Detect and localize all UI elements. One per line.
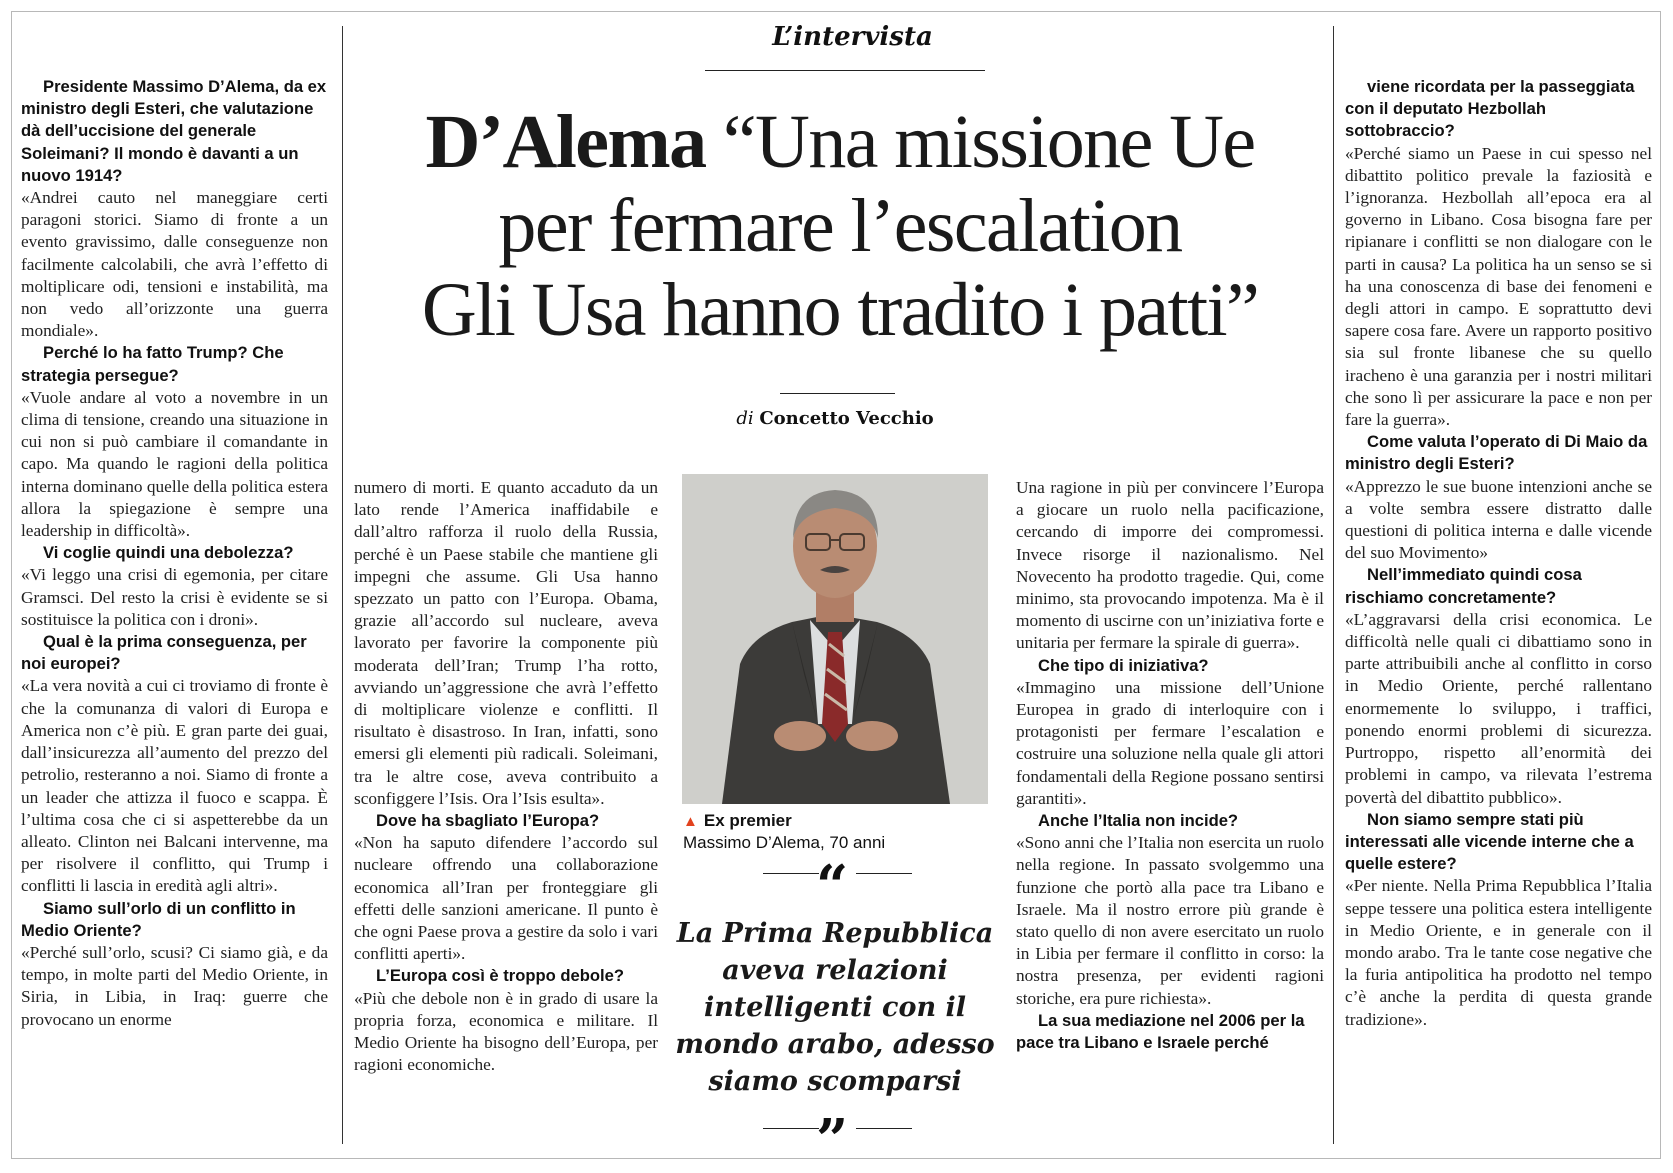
headline (345, 100, 1335, 352)
interview-answer: «Perché sull’orlo, scusi? Ci siamo già, e da tempo, in molte parti del Medio Oriente, in Siria, in Libia, in Iraq: guerre che provocano un enorme (21, 942, 328, 1029)
interview-answer: «Sono anni che l’Italia non esercita un ruolo nella regione. In passato svolgemmo una funzione che portò alla pace tra Libano e Israele. Ma il nostro errore più grande è stato quello di non avere esercitato un ruolo in Libia per fermare il conflitto in corso: la nostra presenza, per evidenti ragioni storiche, era pure richiesta». (1016, 833, 1324, 1008)
byline-author: Concetto Vecchio (759, 408, 934, 429)
interview-question: Che tipo di iniziativa? (1038, 655, 1209, 675)
byline-divider (780, 393, 895, 394)
interview-answer: «La vera novità a cui ci troviamo di fronte è che la comunanza di valori di Europa e America non c’è più. E gran parte dei guai, dall’insicurezza all’aumento del prezzo del petrolio, resteranno a noi. Siamo di fronte a un leader che attizza il fuoco e scappa. È l’ultima cosa che ci si aspetterebbe da un alleato. Clinton nei Balcani intervenne, ma per risolvere il conflitto, qui Trump i conflitti li lascia in eredità agli altri». (21, 676, 328, 896)
portrait-illustration (682, 474, 988, 804)
interview-question: Presidente Massimo D’Alema, da ex ministro degli Esteri, che valutazione dà dell’uccisione del generale Soleimani? Il mondo è davanti a un nuovo 1914? (21, 77, 327, 185)
interview-answer: «Per niente. Nella Prima Repubblica l’Italia seppe tessere una politica estera intelligente in Medio Oriente, e in generale con il mondo arabo. Tra le tante cose negative che la furia antipolitica ha prodotto nel tempo c’è anche la perdita di questa grande tradizione». (1345, 876, 1652, 1029)
close-quote-mark: ” (816, 1107, 849, 1173)
kicker-divider (705, 70, 985, 71)
interview-question: Non siamo sempre stati più interessati alle vicende interne che a quelle estere? (1345, 809, 1634, 874)
section-kicker: L’intervista (772, 22, 933, 52)
interview-answer: «Apprezzo le sue buone intenzioni anche se a volte sembra essere distratto dalle questioni di politica interna e dalle vicende del suo Movimento» (1345, 476, 1652, 563)
headline-line-2: per fermare l’escalation (498, 184, 1182, 268)
interview-answer: «Più che debole non è in grado di usare la propria forza, economica e militare. Il Medio Oriente ha bisogno dell’Europa, per ragioni economiche. (354, 988, 658, 1075)
headline-line-1-rest: “Una missione Ue (722, 100, 1255, 184)
headline-name: D’Alema (425, 100, 706, 184)
column-rule-left (342, 26, 343, 1144)
quote-rule-top-right (856, 873, 912, 874)
quote-rule-top-left (763, 873, 819, 874)
headline-line-3: Gli Usa hanno tradito i patti” (421, 268, 1259, 352)
interview-question: Vi coglie quindi una debolezza? (43, 543, 294, 563)
interview-answer: numero di morti. E quanto accaduto da un lato rende l’America inaffidabile e dall’altro rafforza il ruolo della Russia, perché è un Paese stabile che mantiene gli impegni che assume. Gli Usa hanno spezzato un patto con l’Europa. Obama, grazie all’accordo sul nucleare, aveva lavorato per favorire la componente più moderata dell’Iran; Trump l’ha rotto, avviando un’aggressione che avrà l’effetto di moltiplicare violenze e conflitti. Il risultato è disastroso. In Iran, infatti, sono emersi gli elementi più radicali. Soleimani, tra le altre cose, aveva contribuito a sconfiggere l’Isis. Ora l’Isis esulta». (354, 478, 658, 808)
interview-question: L’Europa così è troppo debole? (376, 966, 625, 986)
interview-question: Dove ha sbagliato l’Europa? (376, 811, 600, 831)
photo-caption-label (683, 811, 1003, 831)
text-column-1 (21, 76, 328, 1031)
byline (600, 408, 1070, 429)
quote-rule-bottom-right (856, 1128, 912, 1129)
caption-label-text: Ex premier (703, 811, 792, 830)
interview-question: Siamo sull’orlo di un conflitto in Medio Oriente? (21, 898, 296, 940)
headline-line-1 (345, 100, 1335, 184)
text-column-3 (1016, 477, 1324, 1054)
interview-question: Anche l’Italia non incide? (1038, 811, 1239, 831)
interview-question: La sua mediazione nel 2006 per la pace tra Libano e Israele perché (1016, 1010, 1305, 1053)
interview-answer: «Vuole andare al voto a novembre in un clima di tensione, creando una situazione in cui non si può cambiare il comandante in capo. Ma quando le ragioni della politica interna dominano quelle della politica estera allora la spiegazione è sempre una leadership in difficoltà». (21, 387, 328, 541)
interview-answer: «Immagino una missione dell’Unione Europea in grado di interloquire con i protagonisti per fermare l’escalation e costruire una soluzione nella quale gli attori fondamentali della Regione possano sentirsi garantiti». (1016, 677, 1324, 808)
photo-caption-text: Massimo D’Alema, 70 anni (683, 833, 886, 852)
interview-answer: «Perché siamo un Paese in cui spesso nel dibattito politico prevale la faziosità e l’ignoranza. Hezbollah all’epoca era al governo in Libano. Cosa bisogna fare per ripianare i conflitti se non dialogare con le parti in causa? La politica ha un senso se si ha una conoscenza di base dei fenomeni e degli attori in campo. E soprattutto devi sapere cosa fare. Avere un rapporto positivo sia sul fronte libanese che su quello iracheno è una garanzia per i nostri militari che sono lì per assicurare la pace e non per fare la guerra». (1345, 143, 1652, 430)
pull-quote: La Prima Repubblica aveva relazioni intelligenti con il mondo arabo, adesso siamo scomparsi (675, 918, 995, 1097)
interview-question: Come valuta l’operato di Di Maio da ministro degli Esteri? (1345, 432, 1648, 474)
interview-answer: Una ragione in più per convincere l’Europa a giocare un ruolo nella pacificazione, cercando di imporre dei compromessi. Invece risorge il nazionalismo. Nel Novecento ha prodotto tragedie. Qui, come minimo, sta provocando impotenza. Ma è il momento di uscirne con un’iniziativa forte e unitaria per fermare la spirale di guerra». (1016, 478, 1324, 653)
interview-answer: «Andrei cauto nel maneggiare certi paragoni storici. Siamo di fronte a un evento gravissimo, dalle conseguenze non facilmente calcolabili, che avrà l’effetto di moltiplicare odi, tensioni e instabilità, ma non vedo all’orizzonte una guerra mondiale». (21, 188, 328, 341)
interview-question: Qual è la prima conseguenza, per noi europei? (21, 632, 307, 674)
caption-triangle-icon: ▲ (683, 813, 698, 830)
interview-answer: «L’aggravarsi della crisi economica. Le difficoltà nelle quali ci dibattiamo sono in parte attribuibili anche al conflitto in corso in Medio Oriente, perché rallentano enormemente lo sviluppo, i traffici, ponendo enormi problemi di sicurezza. Purtroppo, rispetto all’enormità dei problemi in campo, va rilevata l’estrema povertà del dibattito pubblico». (1345, 609, 1652, 807)
quote-rule-bottom-left (763, 1128, 819, 1129)
interview-question: viene ricordata per la passeggiata con il deputato Hezbollah sottobraccio? (1345, 77, 1635, 141)
interview-question: Perché lo ha fatto Trump? Che strategia persegue? (21, 343, 284, 385)
portrait-photo (682, 474, 988, 804)
byline-prefix: di (736, 408, 754, 429)
interview-answer: «Non ha saputo difendere l’accordo sul nucleare offrendo una collaborazione economica all’Iran per fronteggiare gli effetti delle sanzioni americane. Il punto è che ogni Paese prova a gestire da solo i vari conflitti aperti». (354, 833, 658, 964)
interview-question: Nell’immediato quindi cosa rischiamo concretamente? (1345, 565, 1582, 607)
text-column-4 (1345, 76, 1652, 1031)
interview-answer: «Vi leggo una crisi di egemonia, per citare Gramsci. Del resto la crisi è evidente se si sostituisce la politica con i droni». (21, 565, 328, 629)
open-quote-mark: “ (816, 853, 849, 919)
text-column-2 (354, 477, 658, 1076)
